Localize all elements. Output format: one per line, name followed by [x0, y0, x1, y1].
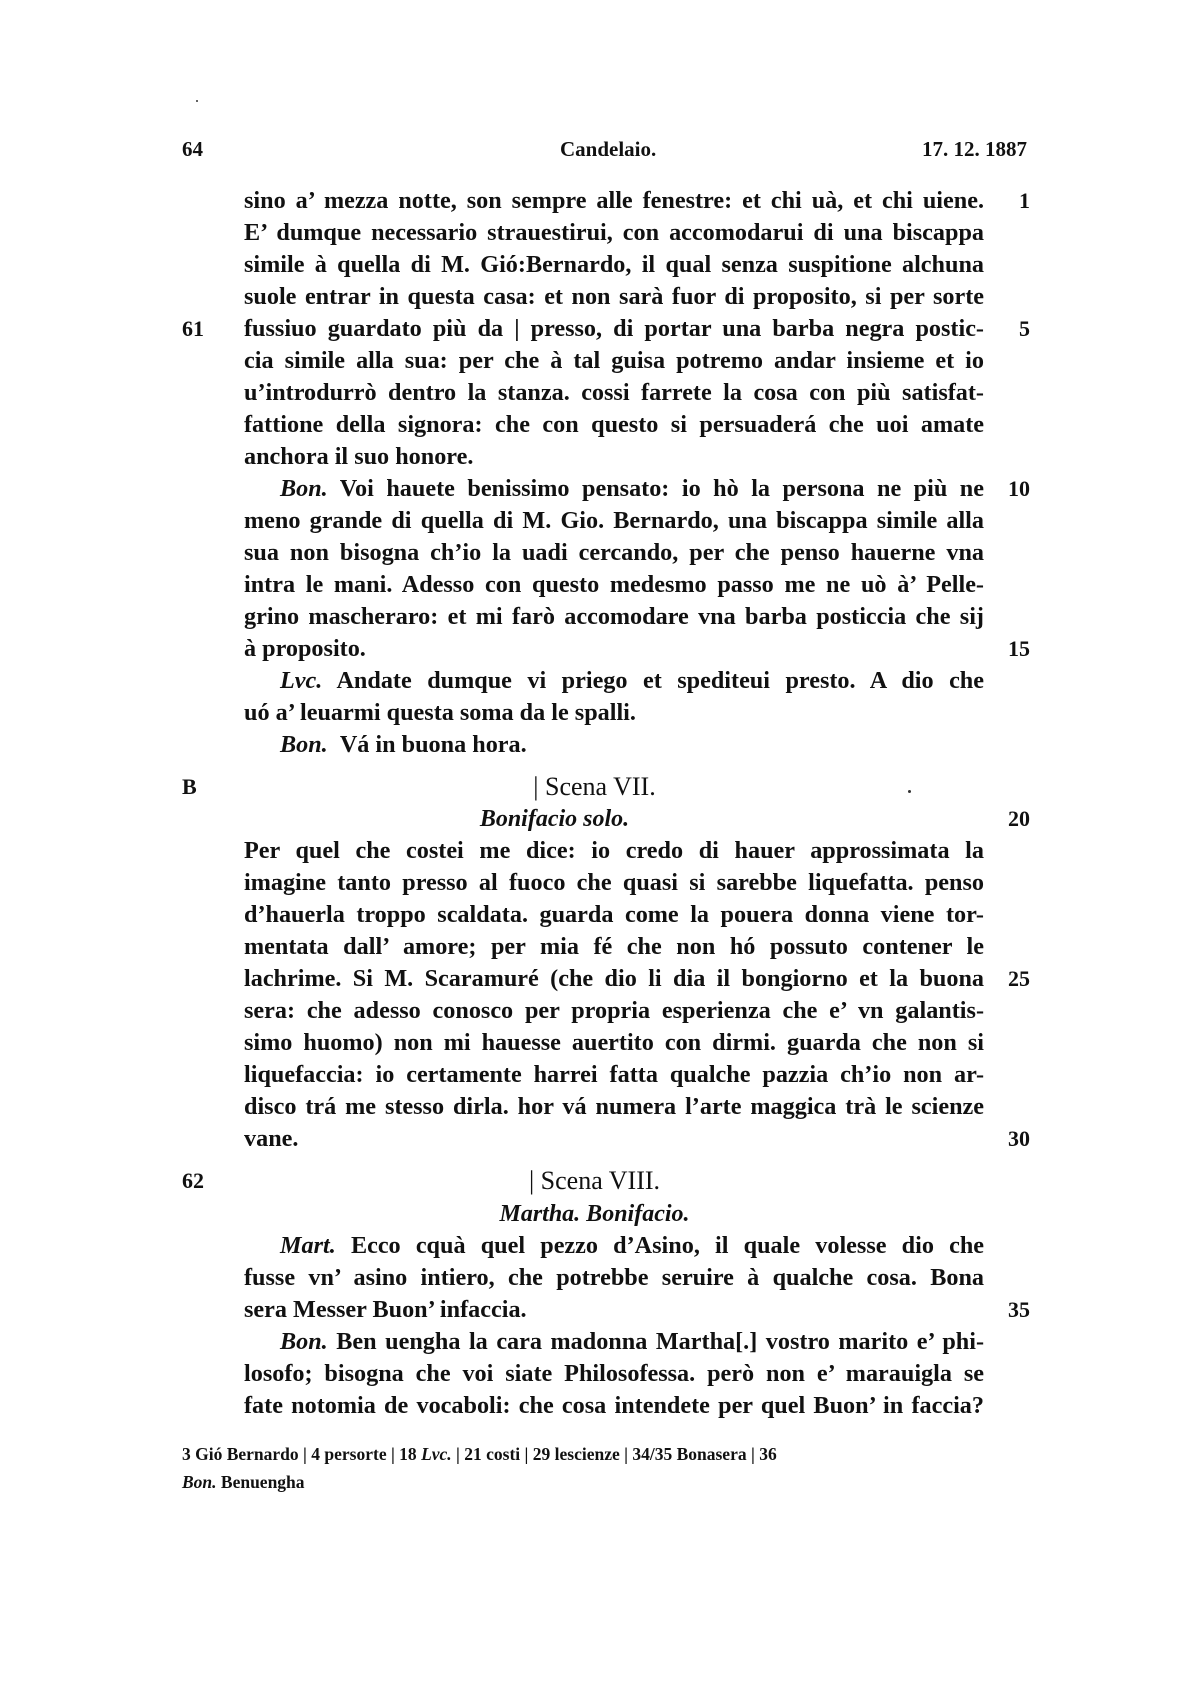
speech-text: Vá in buona hora.	[339, 731, 527, 758]
footnote-text: | 21 costi | 29 lescienze | 34/35 Bonasera | 36	[451, 1444, 777, 1464]
text-line: cia simile alla sua: per che à tal guisa potremo andar insieme et io	[244, 347, 984, 374]
header-date: 17. 12. 1887	[922, 137, 1027, 161]
footnote-text: 3 Gió Bernardo | 4 persorte | 18	[182, 1444, 422, 1464]
text-line: imagine tanto presso al fuoco che quasi si sarebbe liquefatta. penso	[244, 869, 984, 896]
text-line: sera Messer Buon’ infaccia.	[244, 1296, 527, 1323]
text-line: sera: che adesso conosco per propria esperienza che e’ vn galantis-	[244, 997, 984, 1024]
text-line: suole entrar in questa casa: et non sarà fuor di proposito, si per sorte	[244, 283, 984, 310]
speech-text: Per quel che costei me dice: io credo di hauer approssimata la	[244, 837, 984, 864]
text-line: losofo; bisogna che voi siate Philosofessa. però non e’ marauigla se	[244, 1360, 984, 1387]
line-number: 15	[1008, 636, 1030, 661]
stray-dot	[908, 790, 911, 793]
footnote-line	[182, 1440, 1032, 1468]
text-line: fattione della signora: che con questo si persuaderá che uoi amate	[244, 411, 984, 438]
speech-line	[244, 665, 984, 697]
text-line: simo huomo) non mi hauesse auertito con dirmi. guarda che non si	[244, 1029, 984, 1056]
speech-text: Voi hauete benissimo pensato: io hò la persona ne più ne	[339, 475, 984, 502]
margin-marker: 61	[182, 316, 204, 341]
footnote-speaker: Bon.	[182, 1472, 217, 1492]
text-line: liquefaccia: io certamente harrei fatta qualche pazzia ch’io non ar-	[244, 1061, 984, 1088]
text-line: fusse vn’ asino intiero, che potrebbe seruire à qualche cosa. Bona	[244, 1264, 984, 1291]
text-line: vane.	[244, 1125, 299, 1152]
scene-heading: | Scena VII.	[533, 772, 656, 801]
text-line: intra le mani. Adesso con questo medesmo passo me ne uò à’ Pelle-	[244, 571, 984, 598]
footnote-line	[182, 1468, 1032, 1496]
page-number: 64	[182, 137, 203, 161]
text-line: anchora il suo honore.	[244, 443, 474, 470]
line-number: 30	[1008, 1126, 1030, 1151]
scene-cast: Bonifacio solo.	[479, 806, 630, 832]
footnote-speaker: Lvc.	[421, 1444, 452, 1464]
scene-cast: Martha. Bonifacio.	[499, 1201, 690, 1227]
line-number: 25	[1008, 966, 1030, 991]
speaker-label: Bon.	[280, 1328, 328, 1355]
text-line: disco trá me stesso dirla. hor vá numera l’arte maggica trà le scienze	[244, 1093, 984, 1120]
running-title: Candelaio.	[560, 137, 657, 161]
speaker-label: Lvc.	[280, 667, 323, 694]
speech-line	[244, 1230, 984, 1262]
speech-line	[244, 1326, 984, 1358]
speech-text: Andate dumque vi priego et spediteui presto. A dio che	[336, 667, 984, 694]
speaker-label: Bon.	[280, 731, 328, 758]
text-line: uó a’ leuarmi questa soma da le spalli.	[244, 699, 636, 726]
text-line: sua non bisogna ch’io la uadi cercando, per che penso hauerne vna	[244, 539, 984, 566]
text-line: grino mascheraro: et mi farò accomodare vna barba posticcia che sij	[244, 603, 984, 630]
line-number: 5	[1019, 316, 1030, 341]
running-header	[0, 137, 1189, 167]
text-line: d’hauerla troppo scaldata. guarda come la pouera donna viene tor-	[244, 901, 984, 928]
stray-dot	[196, 100, 198, 102]
speech-line	[244, 835, 984, 867]
line-number: 20	[1008, 806, 1030, 831]
footnote-text: Benuengha	[216, 1472, 305, 1492]
speech-text: Ben uengha la cara madonna Martha[.] vostro marito e’ phi-	[336, 1328, 984, 1355]
speaker-label: Mart.	[280, 1232, 336, 1259]
speaker-label: Bon.	[280, 475, 328, 502]
line-number: 1	[1019, 188, 1030, 213]
margin-marker: 62	[182, 1168, 204, 1193]
text-line: mentata dall’ amore; per mia fé che non hó possuto contener le	[244, 933, 984, 960]
text-line: u’introdurrò dentro la stanza. cossi farrete la cosa con più satisfat-	[244, 379, 984, 406]
line-number: 10	[1008, 476, 1030, 501]
text-line: simile à quella di M. Gió:Bernardo, il qual senza suspitione alchuna	[244, 251, 984, 278]
line-number: 35	[1008, 1297, 1030, 1322]
speech-line	[244, 729, 984, 761]
speech-line	[244, 473, 984, 505]
text-line: meno grande di quella di M. Gio. Bernardo, una biscappa simile alla	[244, 507, 984, 534]
text-line: à proposito.	[244, 635, 366, 662]
text-line: fussiuo guardato più da | presso, di portar una barba negra postic-	[244, 315, 984, 342]
text-line: E’ dumque necessario strauestirui, con accomodarui di una biscappa	[244, 219, 984, 246]
text-line: lachrime. Si M. Scaramuré (che dio li dia il bongiorno et la buona	[244, 965, 984, 992]
scene-heading: | Scena VIII.	[528, 1166, 661, 1195]
text-line: sino a’ mezza notte, son sempre alle fenestre: et chi uà, et chi uiene.	[244, 187, 984, 214]
margin-marker: B	[182, 774, 197, 799]
text-line: fate notomia de vocaboli: che cosa intendete per quel Buon’ in faccia?	[244, 1392, 984, 1419]
speech-text: Ecco cquà quel pezzo d’Asino, il quale volesse dio che	[350, 1232, 985, 1259]
